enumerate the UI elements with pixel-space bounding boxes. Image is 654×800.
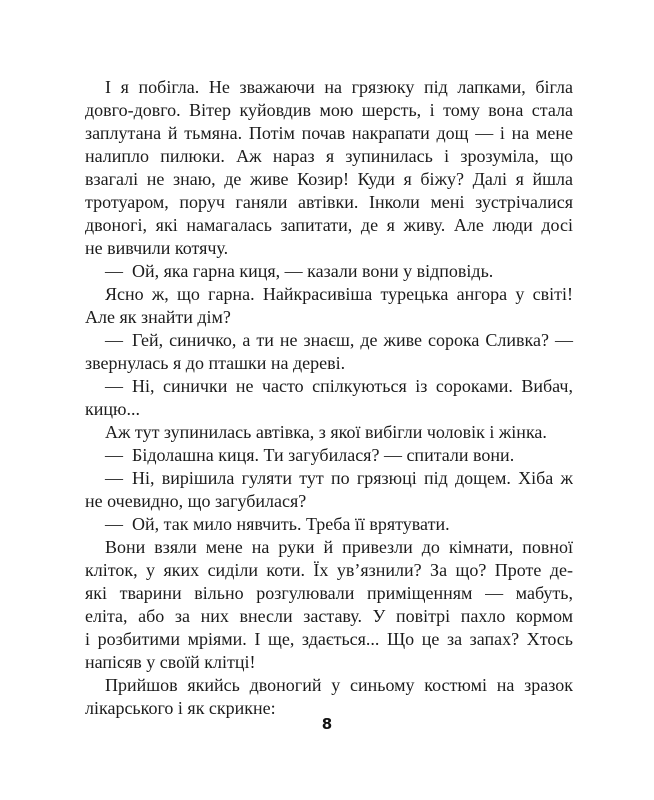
paragraph — [85, 375, 573, 421]
text-line: не очевидно, що загубилася? — [85, 491, 307, 511]
text-line: І я побігла. Не зважаючи на грязюку під лапками, бігла — [105, 77, 573, 97]
page-number: 8 — [321, 715, 333, 733]
text-line: — Ой, яка гарна киця, — казали вони у відповідь. — [105, 261, 494, 281]
paragraph — [85, 674, 573, 720]
paragraph — [85, 536, 573, 674]
text-line: Аж тут зупинилась автівка, з якої вибігли чоловік і жінка. — [105, 422, 547, 442]
text-line: не вивчили котячу. — [85, 238, 229, 258]
text-line: заплутана й тьмяна. Потім почав накрапати дощ — і на мене — [85, 123, 573, 143]
text-line: довго-довго. Вітер куйовдив мою шерсть, і тому вона стала — [85, 100, 573, 120]
text-line: напісяв у своїй клітці! — [85, 652, 256, 672]
text-line: — Ні, вирішила гуляти тут по грязюці під дощем. Хіба ж — [105, 468, 573, 488]
text-line: Ясно ж, що гарна. Найкрасивіша турецька ангора у світі! — [105, 284, 573, 304]
text-line: — Гей, синичко, а ти не знаєш, де живе сорока Сливка? — — [105, 330, 573, 350]
paragraph — [85, 421, 573, 444]
text-line: взагалі не знаю, де живе Козир! Куди я біжу? Далі я йшла — [85, 169, 573, 189]
paragraph — [85, 76, 573, 260]
text-line: лікарського і як скрикне: — [85, 698, 276, 718]
text-line: які тварини вільно розгулювали приміщенням — мабуть, — [85, 583, 573, 603]
text-line: налипло пилюки. Аж нараз я зупинилась і зрозуміла, що — [85, 146, 573, 166]
text-line: і розбитими мріями. І ще, здається... Що це за запах? Хтось — [85, 629, 573, 649]
text-line: — Бідолашна киця. Ти загубилася? — спитали вони. — [105, 445, 515, 465]
text-line: — Ні, синички не часто спілкуються із сороками. Вибач, — [105, 376, 573, 396]
paragraph — [85, 444, 573, 467]
paragraph — [85, 260, 573, 283]
paragraph — [85, 513, 573, 536]
text-line: кліток, у яких сиділи коти. Їх ув’язнили? За що? Проте де- — [85, 560, 573, 580]
text-line: тротуаром, поруч ганяли автівки. Інколи мені зустрічалися — [85, 192, 573, 212]
text-line: еліта, або за них внесли заставу. У повітрі пахло кормом — [85, 606, 573, 626]
paragraph — [85, 329, 573, 375]
text-line: звернулась я до пташки на дереві. — [85, 353, 346, 373]
text-line: Але як знайти дім? — [85, 307, 231, 327]
text-line: Вони взяли мене на руки й привезли до кімнати, повної — [105, 537, 573, 557]
page-text — [85, 76, 573, 720]
text-line: двоногі, які намагалась запитати, де я живу. Але люди досі — [85, 215, 573, 235]
paragraph — [85, 467, 573, 513]
text-line: Прийшов якийсь двоногий у синьому костюмі на зразок — [105, 675, 573, 695]
text-line: кицю... — [85, 399, 140, 419]
text-line: — Ой, так мило нявчить. Треба її врятувати. — [105, 514, 450, 534]
paragraph — [85, 283, 573, 329]
